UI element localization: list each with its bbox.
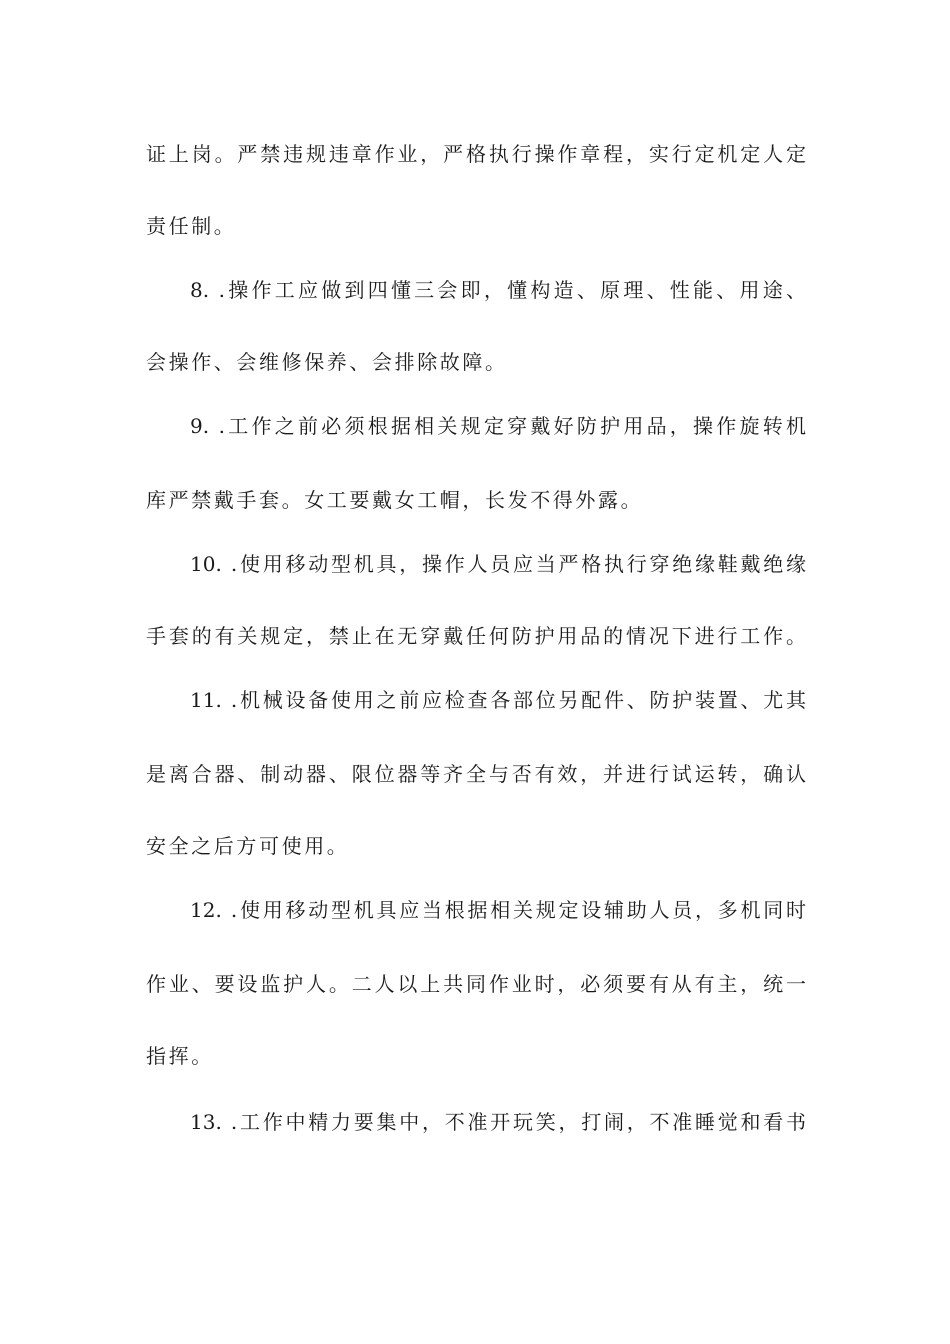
list-item-13-start: 13. .工作中精力要集中，不准开玩笑，打闹，不准睡觉和看书 <box>190 1110 806 1134</box>
text-line: 安全之后方可使用。 <box>146 834 350 858</box>
list-item-11-start: 11. .机械设备使用之前应检查各部位另配件、防护装置、尤其 <box>190 688 806 712</box>
text-line: 会操作、会维修保养、会排除故障。 <box>146 350 508 374</box>
text-line: 证上岗。严禁违规违章作业，严格执行操作章程，实行定机定人定 <box>146 142 806 166</box>
text-line: 责任制。 <box>146 214 237 238</box>
list-item-8-start: 8. .操作工应做到四懂三会即，懂构造、原理、性能、用途、 <box>190 278 806 302</box>
list-item-12-start: 12. .使用移动型机具应当根据相关规定设辅助人员，多机同时 <box>190 898 806 922</box>
text-line: 手套的有关规定，禁止在无穿戴任何防护用品的情况下进行工作。 <box>146 624 806 648</box>
list-item-10-start: 10. .使用移动型机具，操作人员应当严格执行穿绝缘鞋戴绝缘 <box>190 552 806 576</box>
text-line: 库严禁戴手套。女工要戴女工帽，长发不得外露。 <box>146 488 644 512</box>
text-line: 指挥。 <box>146 1044 214 1068</box>
list-item-9-start: 9. .工作之前必须根据相关规定穿戴好防护用品，操作旋转机 <box>190 414 806 438</box>
text-line: 作业、要设监护人。二人以上共同作业时，必须要有从有主，统一 <box>146 972 806 996</box>
text-line: 是离合器、制动器、限位器等齐全与否有效，并进行试运转，确认 <box>146 762 806 786</box>
